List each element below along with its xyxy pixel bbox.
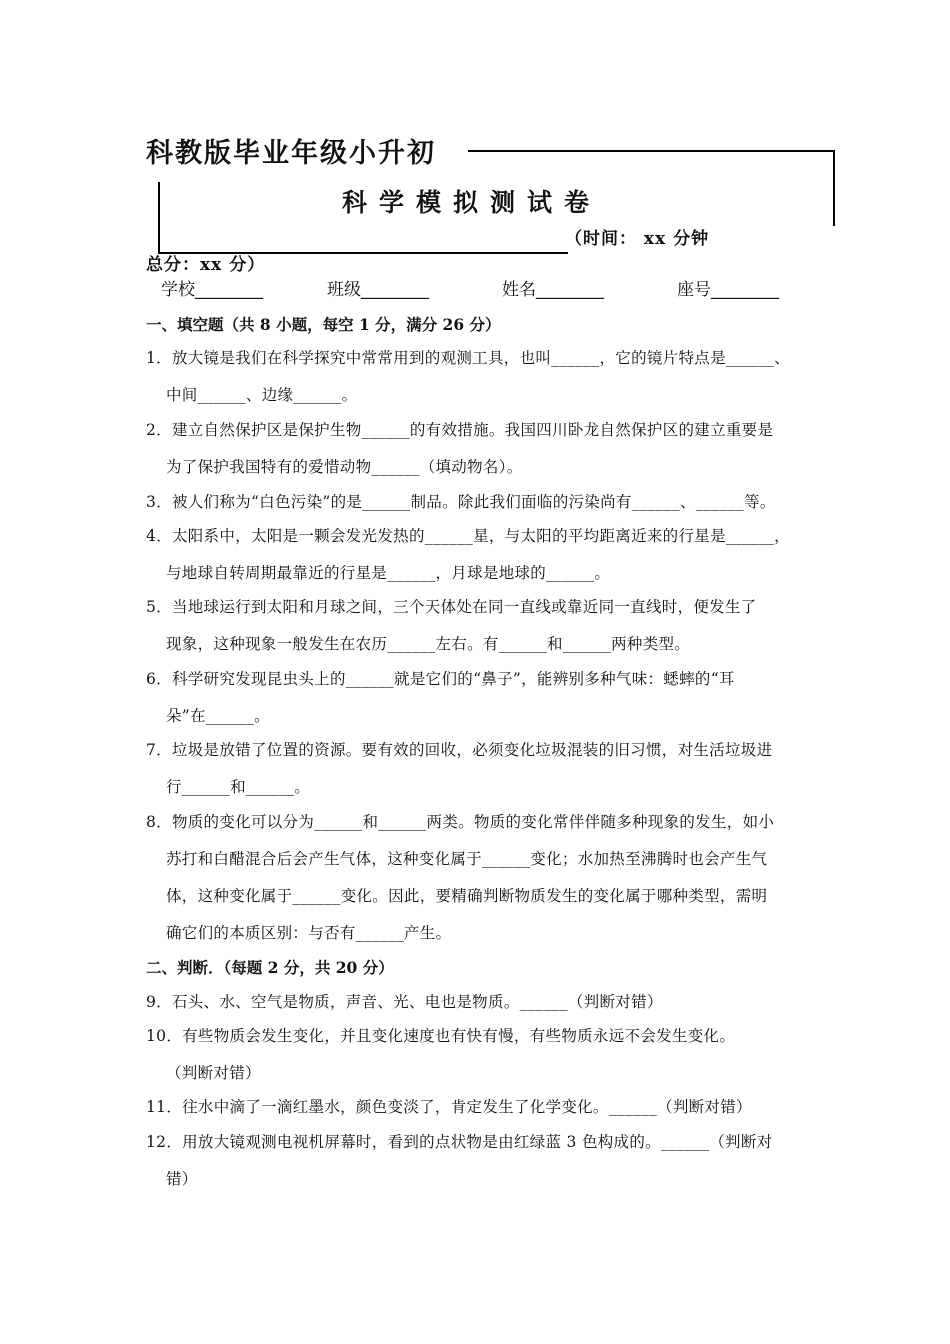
name-field[interactable]: 姓名________ (502, 280, 604, 300)
header-top-rule (468, 150, 835, 152)
exam-total-score: 总分：xx 分） (146, 255, 266, 275)
class-field[interactable]: 班级________ (327, 280, 429, 300)
question-line: 8．物质的变化可以分为______和______两类。物质的变化常伴伴随多种现象的发生，如小 (146, 813, 775, 831)
question-line: 错） (166, 1170, 198, 1188)
question-line: 9．石头、水、空气是物质，声音、光、电也是物质。______（判断对错） (146, 993, 663, 1011)
exam-time: （时间： xx 分钟 (565, 229, 710, 249)
question-line: 与地球自转周期最靠近的行星是______，月球是地球的______。 (166, 564, 611, 582)
question-line: 苏打和白醋混合后会产生气体，这种变化属于______变化；水加热至沸腾时也会产生气 (166, 850, 768, 868)
question-line: 体，这种变化属于______变化。因此，要精确判断物质发生的变化属于哪种类型，需明 (166, 887, 768, 905)
question-line: 4．太阳系中，太阳是一颗会发光发热的______星，与太阳的平均距离近来的行星是______， (146, 527, 790, 545)
seat-field[interactable]: 座号________ (677, 280, 779, 300)
question-line: 为了保护我国特有的爱惜动物______（填动物名）。 (166, 458, 523, 476)
section-heading: 一、填空题（共 8 小题，每空 1 分，满分 26 分） (146, 315, 501, 334)
question-line: 朵”在______。 (166, 707, 270, 725)
question-line: （判断对错） (166, 1064, 261, 1082)
question-line: 1．放大镜是我们在科学探究中常常用到的观测工具，也叫______，它的镜片特点是______、 (146, 349, 790, 367)
question-line: 2．建立自然保护区是保护生物______的有效措施。我国四川卧龙自然保护区的建立重要是 (146, 421, 774, 439)
header-right-rule (833, 150, 835, 226)
question-line: 行______和______。 (166, 778, 311, 796)
question-line: 确它们的本质区别：与否有______产生。 (166, 924, 452, 942)
question-line: 7．垃圾是放错了位置的资源。要有效的回收，必须变化垃圾混装的旧习惯，对生活垃圾进 (146, 741, 773, 759)
header-left-rule (158, 182, 160, 254)
page-subtitle: 科学模拟测试卷 (342, 188, 602, 217)
section-heading: 二、判断．（每题 2 分，共 20 分） (146, 958, 394, 977)
question-line: 现象，这种现象一般发生在农历______左右。有______和______两种类型。 (166, 635, 691, 653)
question-line: 12．用放大镜观测电视机屏幕时，看到的点状物是由红绿蓝 3 色构成的。______（判断对 (146, 1133, 773, 1151)
question-line: 3．被人们称为“白色污染”的是______制品。除此我们面临的污染尚有______、______等。 (146, 493, 776, 511)
page-title: 科教版毕业年级小升初 (146, 138, 436, 169)
question-line: 中间______、边缘______。 (166, 386, 358, 404)
school-field[interactable]: 学校________ (161, 280, 263, 300)
question-line: 10．有些物质会发生变化，并且变化速度也有快有慢，有些物质永远不会发生变化。 (146, 1027, 736, 1045)
question-line: 5．当地球运行到太阳和月球之间，三个天体处在同一直线或靠近同一直线时，便发生了 (146, 598, 757, 616)
question-line: 6．科学研究发现昆虫头上的______就是它们的“鼻子”，能辨别多种气味：蟋蟀的“耳 (146, 670, 735, 688)
question-line: 11．往水中滴了一滴红墨水，颜色变淡了，肯定发生了化学变化。______（判断对错） (146, 1098, 752, 1116)
